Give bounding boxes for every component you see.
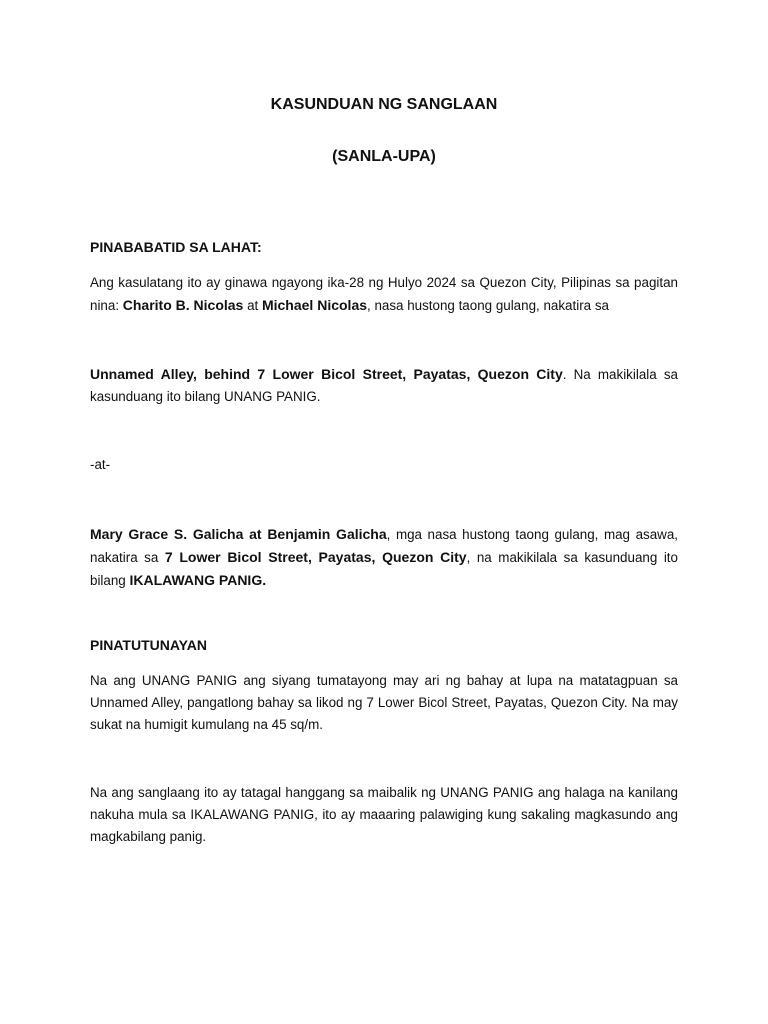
- second-party-label: IKALAWANG PANIG.: [129, 572, 267, 588]
- second-party-address: 7 Lower Bicol Street, Payatas, Quezon City: [164, 549, 467, 565]
- second-party-names: Mary Grace S. Galicha at Benjamin Galicha: [90, 526, 387, 542]
- paragraph-text: , na makikilala sa kasunduang ito bilang: [90, 550, 678, 588]
- first-party-address: Unnamed Alley, behind 7 Lower Bicol Street, Payatas, Quezon City: [90, 366, 563, 382]
- separator-at: -at-: [90, 457, 111, 472]
- document-title: KASUNDUAN NG SANGLAAN: [270, 96, 498, 113]
- party-name-michael: Michael Nicolas: [261, 297, 368, 313]
- paragraph-text: Ang kasulatang ito ay ginawa ngayong ika-28 ng Hulyo 2024 sa Quezon City, Pilipinas sa pagitan nina:: [90, 275, 678, 313]
- section-heading-pinababatid: PINABABATID SA LAHAT:: [90, 239, 262, 255]
- party-name-charito: Charito B. Nicolas: [122, 297, 244, 313]
- paragraph-text: , nasa hustong taong gulang, nakatira sa: [367, 298, 609, 313]
- paragraph-first-party-address: [90, 363, 678, 408]
- section-heading-pinatutunayan: PINATUTUNAYAN: [90, 637, 207, 653]
- document-subtitle: (SANLA-UPA): [332, 148, 436, 165]
- paragraph-text: , mga nasa hustong taong gulang, mag asawa, nakatira sa: [90, 527, 678, 565]
- paragraph-second-party: [90, 523, 678, 592]
- paragraph-text: at: [243, 298, 262, 313]
- paragraph-text: . Na makikilala sa kasunduang ito bilang UNANG PANIG.: [90, 367, 678, 404]
- paragraph-property-description: Na ang UNANG PANIG ang siyang tumatayong may ari ng bahay at lupa na matatagpuan sa Unnamed Alley, pangatlong bahay sa likod ng 7 Lower Bicol Street, Payatas, Quezon City. Na may sukat na humigit kumulang na 45 sq/m.: [90, 673, 678, 732]
- paragraph-duration: Na ang sanglaang ito ay tatagal hanggang sa maibalik ng UNANG PANIG ang halaga na kanilang nakuha mula sa IKALAWANG PANIG, ito ay maaaring palawiging kung sakaling magkasundo ang magkabilang panig.: [90, 785, 678, 844]
- paragraph-parties-intro: [90, 272, 678, 317]
